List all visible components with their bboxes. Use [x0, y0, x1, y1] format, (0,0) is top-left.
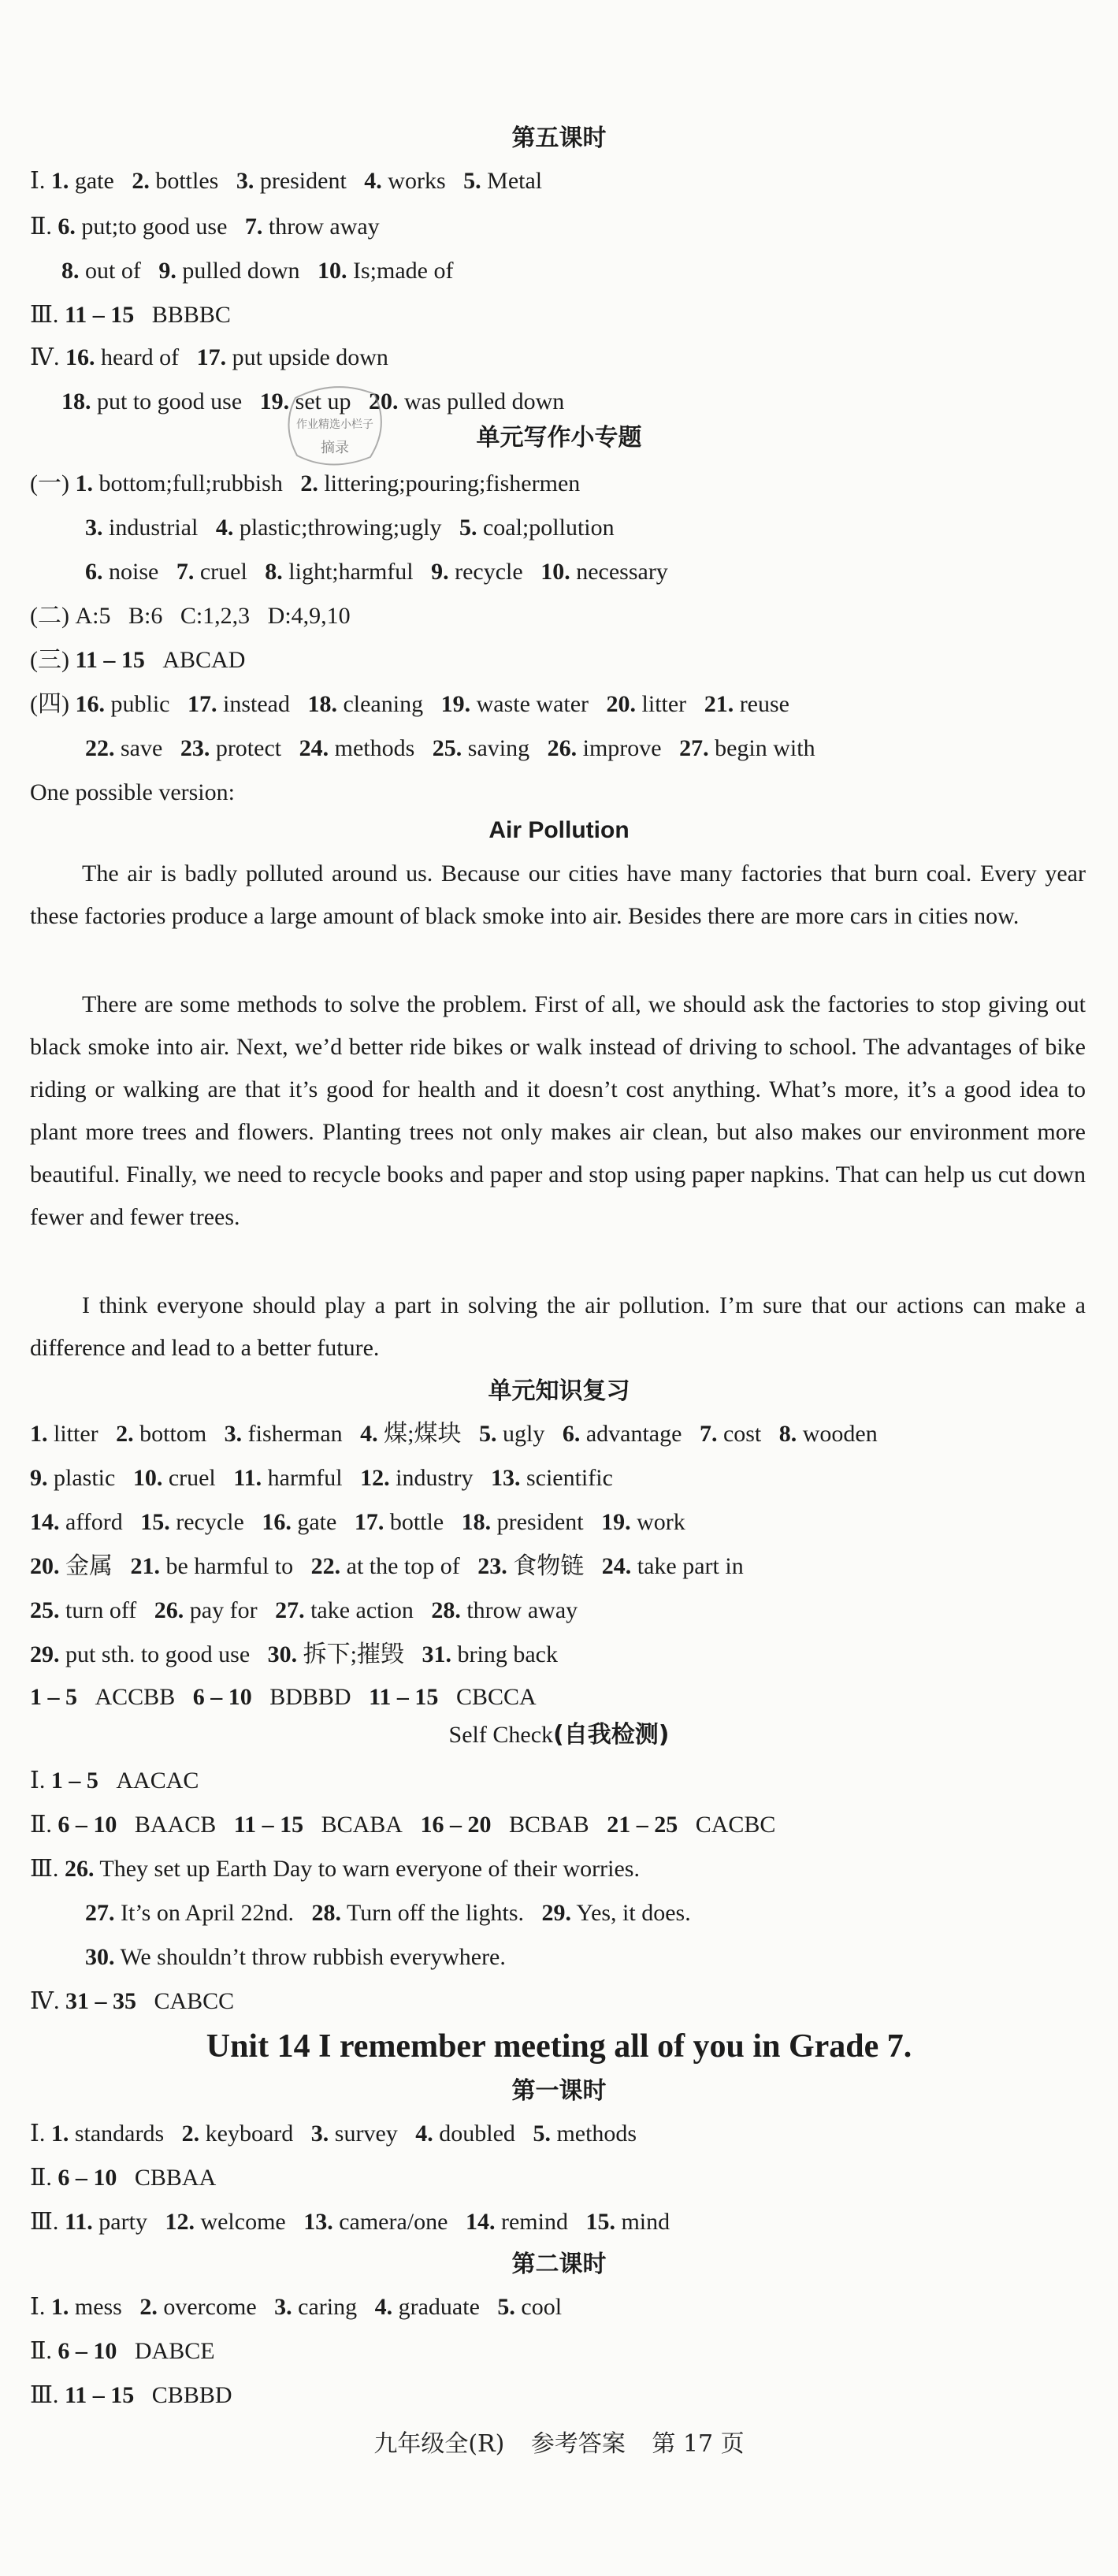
- writing-line-1: (一) 1. bottom;full;rubbish 2. littering;pouring;fishermen: [30, 470, 581, 496]
- selfcheck-line-5: 30. We shouldn’t throw rubbish everywhere.: [85, 1944, 506, 1970]
- review-line-7: 1 – 5 ACCBB 6 – 10 BDBBD 11 – 15 CBCCA: [30, 1684, 537, 1710]
- lesson5-title: 第五课时: [511, 125, 607, 152]
- writing-line-2: 3. industrial 4. plastic;throwing;ugly 5. coal;pollution: [85, 515, 615, 541]
- review-line-6: 29. put sth. to good use 30. 拆下;摧毁 31. bring back: [30, 1641, 558, 1667]
- selfcheck-line-2: Ⅱ. 6 – 10 BAACB 11 – 15 BCABA 16 – 20 BCBAB 21 – 25 CACBC: [30, 1812, 776, 1838]
- selfcheck-line-3: Ⅲ. 26. They set up Earth Day to warn everyone of their worries.: [30, 1856, 640, 1882]
- essay-paragraph-3: I think everyone should play a part in solving the air pollution. I’m sure that our actions can make a difference and lead to a better future.: [30, 1292, 1086, 1361]
- essay-paragraph-1: The air is badly polluted around us. Because our cities have many factories that burn coal. Every year these factories produce a large amount of black smoke into air. Besides there are more cars in cities now.: [30, 861, 1086, 929]
- selfcheck-line-1: Ⅰ. 1 – 5 AACAC: [30, 1768, 199, 1794]
- review-title: 单元知识复习: [488, 1377, 630, 1405]
- unit14-lesson2-line-3: Ⅲ. 11 – 15 CBBBD: [30, 2382, 232, 2408]
- lesson5-line-6: 18. put to good use 19. set up 20. was pulled down: [61, 388, 565, 414]
- unit14-lesson1-line-3: Ⅲ. 11. party 12. welcome 13. camera/one 14. remind 15. mind: [30, 2209, 670, 2235]
- selfcheck-title: Self Check(自我检测): [448, 1721, 670, 1749]
- essay-paragraph-2: There are some methods to solve the problem. First of all, we should ask the factories to stop giving out black smoke into air. Next, we’d better ride bikes or walk instead of driving to school. The advantages of bike riding or walking are that it’s good for health and it doesn’t cost anything. What’s more, it’s a good idea to plant more trees and flowers. Planting trees not only makes air clean, but also makes our environment more beautiful. Finally, we need to recycle books and paper and stop using paper napkins. That can help us cut down fewer and fewer trees.: [30, 991, 1086, 1230]
- writing-line-5: (三) 11 – 15 ABCAD: [30, 647, 246, 673]
- writing-line-4: (二) A:5 B:6 C:1,2,3 D:4,9,10: [30, 603, 351, 629]
- footer-grade: 九年级全(R): [373, 2430, 505, 2458]
- review-line-2: 9. plastic 10. cruel 11. harmful 12. industry 13. scientific: [30, 1465, 613, 1491]
- unit14-lesson1-line-2: Ⅱ. 6 – 10 CBBAA: [30, 2165, 217, 2191]
- writing-line-7: 22. save 23. protect 24. methods 25. saving 26. improve 27. begin with: [85, 735, 815, 761]
- stamp-line-2: 摘录: [321, 440, 349, 456]
- unit14-lesson2-line-2: Ⅱ. 6 – 10 DABCE: [30, 2338, 215, 2364]
- lesson5-line-3: 8. out of 9. pulled down 10. Is;made of: [61, 258, 454, 284]
- unit14-lesson2-title: 第二课时: [511, 2251, 607, 2278]
- lesson5-line-1: Ⅰ. 1. gate 2. bottles 3. president 4. works 5. Metal: [30, 168, 543, 194]
- page-footer: [0, 2429, 1118, 2460]
- writing-line-6: (四) 16. public 17. instead 18. cleaning 19. waste water 20. litter 21. reuse: [30, 691, 789, 717]
- essay-title: Air Pollution: [488, 817, 630, 843]
- review-line-4: 20. 金属 21. be harmful to 22. at the top of 23. 食物链 24. take part in: [30, 1553, 744, 1579]
- lesson5-line-2: Ⅱ. 6. put;to good use 7. throw away: [30, 214, 380, 240]
- review-line-3: 14. afford 15. recycle 16. gate 17. bottle 18. president 19. work: [30, 1509, 685, 1535]
- stamp-line-1: 作业精选小栏子: [296, 418, 373, 431]
- lesson5-line-4: Ⅲ. 11 – 15 BBBBC: [30, 302, 231, 328]
- footer-section: 参考答案: [530, 2430, 626, 2458]
- selfcheck-line-4: 27. It’s on April 22nd. 28. Turn off the lights. 29. Yes, it does.: [85, 1900, 691, 1926]
- writing-title: 单元写作小专题: [476, 424, 642, 452]
- unit14-lesson1-title: 第一课时: [511, 2077, 607, 2105]
- unit14-lesson2-line-1: Ⅰ. 1. mess 2. overcome 3. caring 4. graduate 5. cool: [30, 2294, 563, 2320]
- unit14-lesson1-line-1: Ⅰ. 1. standards 2. keyboard 3. survey 4. doubled 5. methods: [30, 2121, 637, 2147]
- review-line-1: 1. litter 2. bottom 3. fisherman 4. 煤;煤块 5. ugly 6. advantage 7. cost 8. wooden: [30, 1421, 878, 1447]
- review-line-5: 25. turn off 26. pay for 27. take action 28. throw away: [30, 1597, 578, 1623]
- footer-page-number: 第 17 页: [652, 2430, 745, 2458]
- writing-line-3: 6. noise 7. cruel 8. light;harmful 9. recycle 10. necessary: [85, 559, 668, 585]
- writing-line-8: One possible version:: [30, 779, 235, 805]
- unit14-title: Unit 14 I remember meeting all of you in Grade 7.: [206, 2028, 912, 2065]
- lesson5-line-5: Ⅳ. 16. heard of 17. put upside down: [30, 344, 388, 370]
- selfcheck-line-6: Ⅳ. 31 – 35 CABCC: [30, 1988, 235, 2014]
